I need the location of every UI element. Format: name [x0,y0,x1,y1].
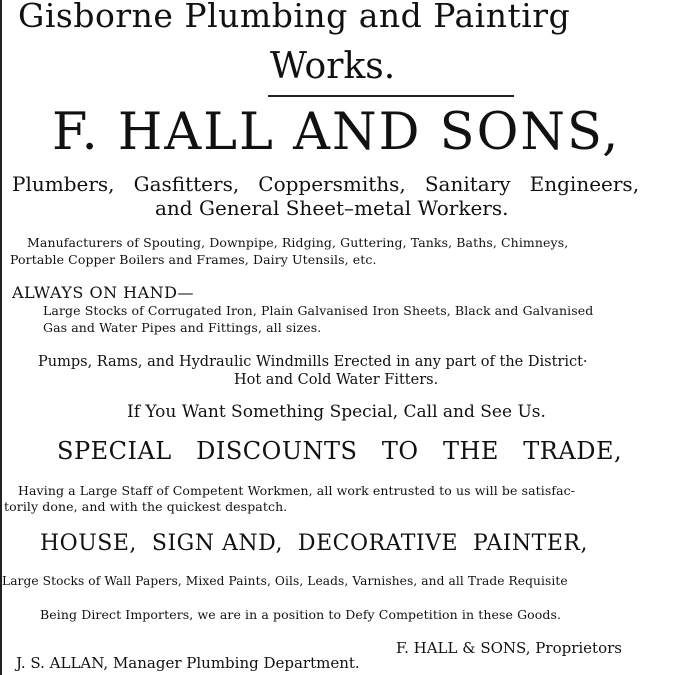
stock-line1: Large Stocks of Corrugated Iron, Plain Galvanised Iron Sheets, Black and Galvanised [43,303,594,318]
manager: J. S. ALLAN, Manager Plumbing Department. [16,654,360,672]
pumps-line2: Hot and Cold Water Fitters. [234,372,439,388]
painter-line1: Large Stocks of Wall Papers, Mixed Paints, Oils, Leads, Varnishes, and all Trade Requisite [2,574,568,588]
proprietors: F. HALL & SONS, Proprietors [396,639,622,657]
header-title-line1: Gisborne Plumbing and Paintirg [18,0,571,35]
stock-heading: ALWAYS ON HAND— [12,283,194,302]
firm-name: F. HALL AND SONS, [52,103,621,162]
manufacture-line1: Manufacturers of Spouting, Downpipe, Ridging, Guttering, Tanks, Baths, Chimneys, [27,235,569,250]
special-call: If You Want Something Special, Call and See Us. [127,402,546,422]
staff-line2: torily done, and with the quickest despatch. [4,499,288,514]
special-discounts: SPECIAL DISCOUNTS TO THE TRADE, [57,437,623,465]
manufacture-line2: Portable Copper Boilers and Frames, Dairy Utensils, etc. [10,252,377,267]
trades-line1: Plumbers, Gasfitters, Coppersmiths, Sanitary Engineers, [12,172,640,196]
header-title-line2: Works. [270,46,396,87]
trades-line2: and General Sheet–metal Workers. [155,196,509,220]
stock-line2: Gas and Water Pipes and Fittings, all sizes. [43,320,322,335]
pumps-line1: Pumps, Rams, and Hydraulic Windmills Erected in any part of the District· [38,354,588,370]
header-divider [268,95,514,97]
painter-line2: Being Direct Importers, we are in a position to Defy Competition in these Goods. [40,607,562,622]
painter-heading: HOUSE, SIGN AND, DECORATIVE PAINTER, [40,531,588,556]
staff-line1: Having a Large Staff of Competent Workmen, all work entrusted to us will be satisfac- [18,483,576,498]
